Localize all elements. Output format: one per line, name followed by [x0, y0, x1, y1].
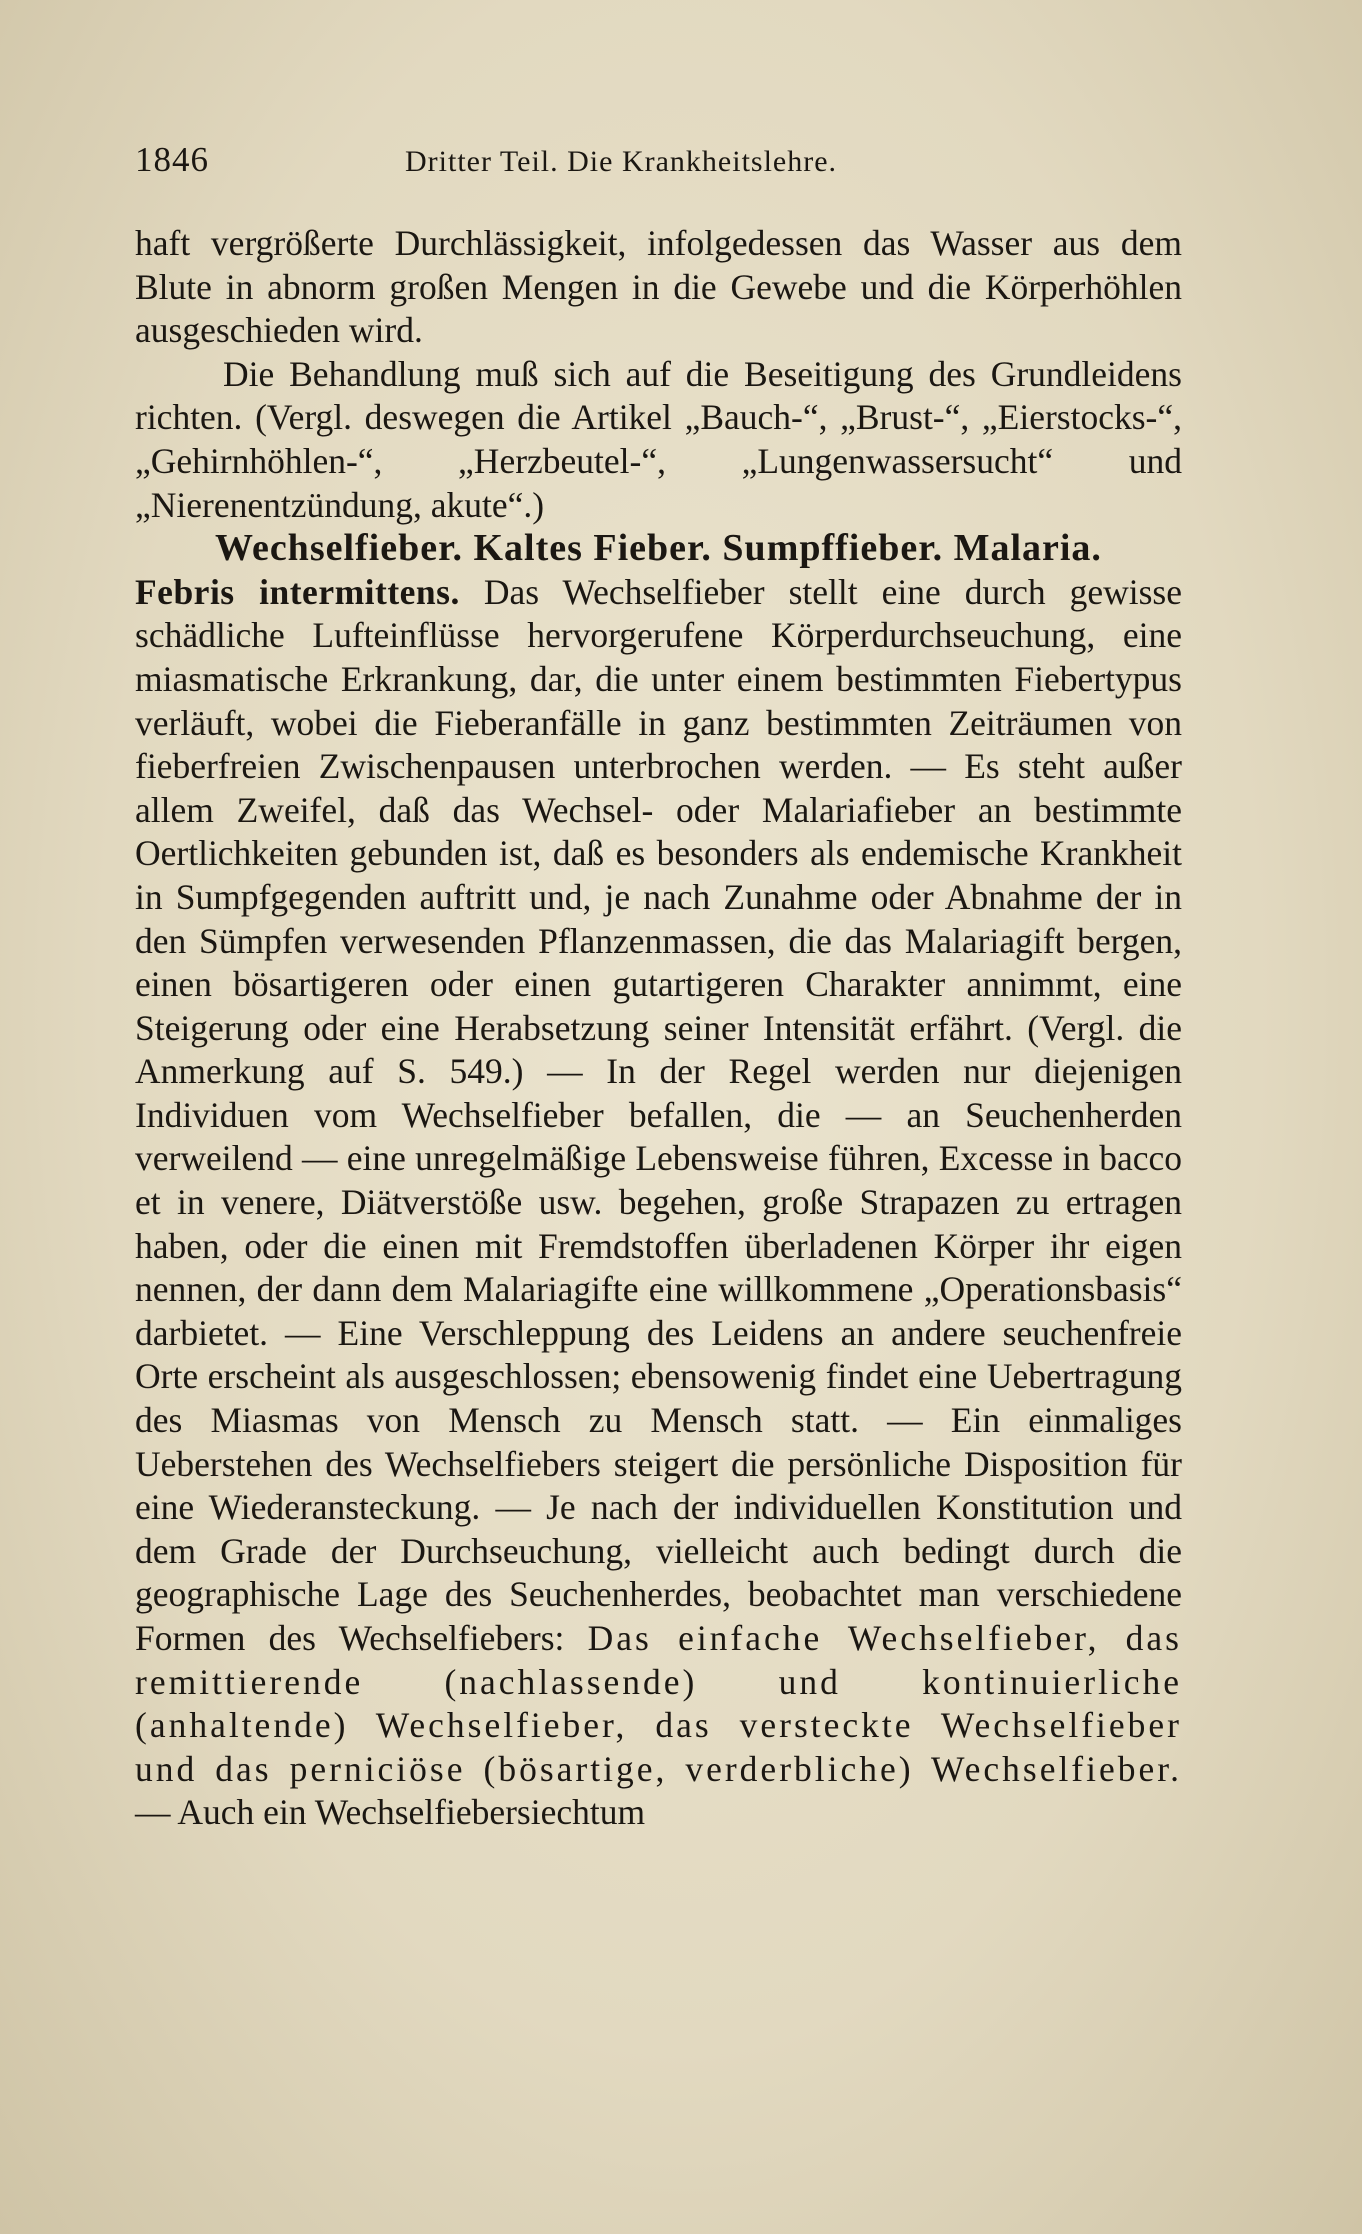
running-head: Dritter Teil. Die Krankheitslehre. [405, 145, 838, 178]
paragraph-malaria-end: — Auch ein Wechselfiebersiechtum [135, 1792, 646, 1833]
fever-forms-spaced: Das einfache Wechselfieber, das remittierende (nachlassende) und kontinuierliche (anhaltende) Wechselfieber, das versteckte Wechselfieber und das perniciöse (bösartige, verderbliche) Wechselfieber. [135, 1618, 1182, 1789]
page-header [135, 140, 1182, 200]
paragraph-malaria-text: Das Wechselfieber stellt eine durch gewisse schädliche Lufteinflüsse hervorgerufene Körperdurchseuchung, eine miasmatische Erkrankung, dar, die unter einem bestimmten Fiebertypus verläuft, wobei die Fieberanfälle in ganz bestimmten Zeiträumen von fieberfreien Zwischenpausen unterbrochen werden. — Es steht außer allem Zweifel, daß das Wechsel- oder Malariafieber an bestimmte Oertlichkeiten gebunden ist, daß es besonders als endemische Krankheit in Sumpfgegenden auftritt und, je nach Zunahme oder Abnahme der in den Sümpfen verwesenden Pflanzenmassen, die das Malariagift bergen, einen bösartigeren oder einen gutartigeren Charakter annimmt, eine Steigerung oder eine Herabsetzung seiner Intensität erfährt. (Vergl. die Anmerkung auf S. 549.) — In der Regel werden nur diejenigen Individuen vom Wechselfieber befallen, die — an Seuchenherden verweilend — eine unregelmäßige Lebensweise führen, Excesse in bacco et in venere, Diätverstöße usw. begehen, große Strapazen zu ertragen haben, oder die einen mit Fremdstoffen überladenen Körper ihr eigen nennen, der dann dem Malariagifte eine willkommene „Operationsbasis“ darbietet. — Eine Verschleppung des Leidens an andere seuchenfreie Orte erscheint als ausgeschlossen; ebensowenig findet eine Uebertragung des Miasmas von Mensch zu Mensch statt. — Ein einmaliges Ueberstehen des Wechselfiebers steigert die persönliche Disposition für eine Wiederansteckung. — Je nach der individuellen Konstitution und dem Grade der Durchseuchung, vielleicht auch bedingt durch die geographische Lage des Seuchenherdes, beobachtet man verschiedene Formen des Wechselfiebers: [135, 571, 1182, 1658]
paragraph-continuation: haft vergrößerte Durchlässigkeit, infolgedessen das Wasser aus dem Blute in abnorm großen Mengen in die Gewebe und die Körperhöhlen ausgeschieden wird. [135, 223, 1182, 351]
paragraph-treatment: Die Behandlung muß sich auf die Beseitigung des Grundleidens richten. (Vergl. deswegen die Artikel „Bauch-“, „Brust-“, „Eierstocks-“, „Gehirnhöhlen-“, „Herzbeutel-“, „Lungenwassersucht“ und „Nierenentzündung, akute“.) [135, 353, 1182, 525]
paragraph-malaria [135, 571, 1182, 1835]
page-number: 1846 [135, 140, 209, 179]
body-text [135, 222, 1182, 1835]
latin-term: Febris intermittens. [135, 571, 460, 612]
section-heading: Wechselfieber. Kaltes Fieber. Sumpffieber. Malaria. [215, 527, 1102, 570]
